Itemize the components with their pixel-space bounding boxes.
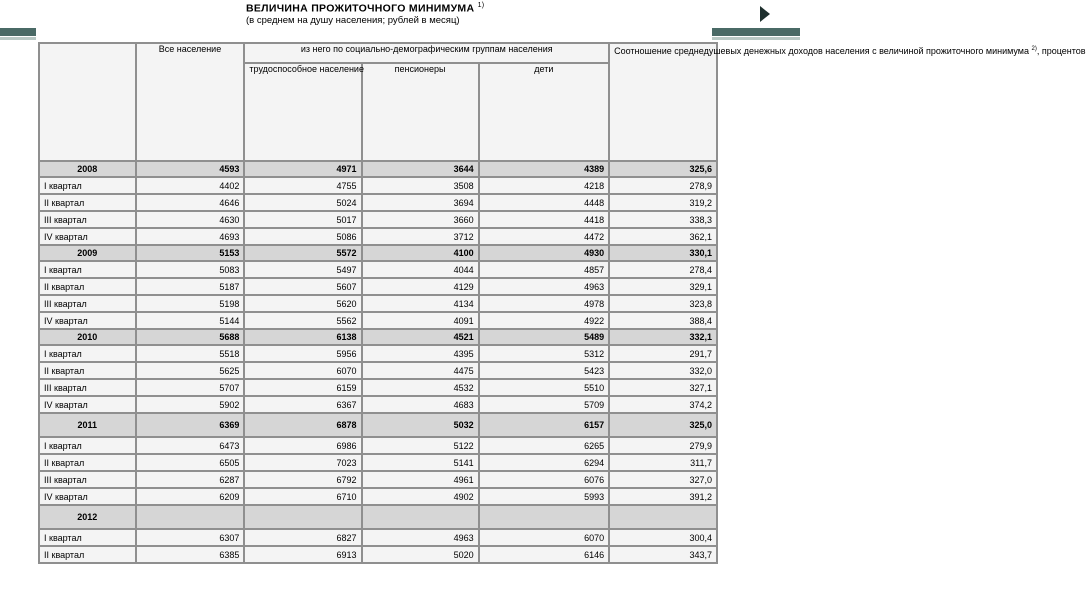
cell-working-age: 5607 (245, 279, 360, 294)
table-year-row (40, 414, 716, 436)
cell-income-ratio: 391,2 (610, 489, 716, 504)
cell-income-ratio: 329,1 (610, 279, 716, 294)
cell-income-ratio: 325,0 (610, 414, 716, 436)
row-label: 2012 (40, 506, 135, 528)
table-row (40, 313, 716, 328)
cell-all-population: 6473 (137, 438, 244, 453)
cell-children: 5312 (480, 346, 608, 361)
table-row (40, 397, 716, 412)
cell-children: 5993 (480, 489, 608, 504)
row-label: III квартал (40, 380, 135, 395)
cell-income-ratio: 332,1 (610, 330, 716, 344)
table-row (40, 455, 716, 470)
title-footnote-mark: 1) (477, 2, 485, 9)
cell-income-ratio: 388,4 (610, 313, 716, 328)
cell-working-age (245, 506, 360, 528)
cell-income-ratio: 278,9 (610, 178, 716, 193)
row-label: IV квартал (40, 313, 135, 328)
cell-working-age: 6367 (245, 397, 360, 412)
header-corner (40, 44, 135, 160)
cell-income-ratio: 362,1 (610, 229, 716, 244)
cell-all-population: 5153 (137, 246, 244, 260)
row-label: IV квартал (40, 397, 135, 412)
cell-working-age: 6827 (245, 530, 360, 545)
cell-all-population: 5707 (137, 380, 244, 395)
header-row-1 (40, 44, 716, 62)
cell-children: 6157 (480, 414, 608, 436)
cell-all-population: 6505 (137, 455, 244, 470)
cell-income-ratio: 338,3 (610, 212, 716, 227)
cell-pensioners: 4091 (363, 313, 478, 328)
cell-children: 6070 (480, 530, 608, 545)
cell-working-age: 6070 (245, 363, 360, 378)
cell-all-population: 5198 (137, 296, 244, 311)
table-row (40, 380, 716, 395)
cell-children: 6146 (480, 547, 608, 562)
row-label: IV квартал (40, 489, 135, 504)
cell-children: 5709 (480, 397, 608, 412)
cell-all-population: 5688 (137, 330, 244, 344)
cell-income-ratio: 327,1 (610, 380, 716, 395)
cell-income-ratio: 330,1 (610, 246, 716, 260)
cell-all-population: 6209 (137, 489, 244, 504)
cell-children: 4930 (480, 246, 608, 260)
cell-working-age: 6159 (245, 380, 360, 395)
cell-children: 5489 (480, 330, 608, 344)
cell-pensioners: 4902 (363, 489, 478, 504)
cell-children: 5423 (480, 363, 608, 378)
row-label: II квартал (40, 455, 135, 470)
cell-pensioners: 5032 (363, 414, 478, 436)
cell-all-population: 5518 (137, 346, 244, 361)
cell-working-age: 6913 (245, 547, 360, 562)
cell-working-age: 6710 (245, 489, 360, 504)
cell-income-ratio: 311,7 (610, 455, 716, 470)
table-row (40, 195, 716, 210)
cell-children: 4218 (480, 178, 608, 193)
subsistence-minimum-table (38, 42, 1086, 564)
cell-children: 4389 (480, 162, 608, 176)
cell-working-age: 5086 (245, 229, 360, 244)
table-year-row (40, 506, 716, 528)
cell-all-population: 4646 (137, 195, 244, 210)
row-label: IV квартал (40, 229, 135, 244)
cell-children: 6265 (480, 438, 608, 453)
cell-working-age: 4971 (245, 162, 360, 176)
header-children: дети (480, 64, 608, 160)
cell-children: 4963 (480, 279, 608, 294)
cell-pensioners: 3508 (363, 178, 478, 193)
cell-working-age: 5956 (245, 346, 360, 361)
table-row (40, 489, 716, 504)
cell-all-population: 5625 (137, 363, 244, 378)
row-label: III квартал (40, 472, 135, 487)
cell-all-population: 6369 (137, 414, 244, 436)
cell-pensioners: 4963 (363, 530, 478, 545)
row-label: II квартал (40, 279, 135, 294)
cell-all-population: 4593 (137, 162, 244, 176)
cell-income-ratio: 327,0 (610, 472, 716, 487)
cell-income-ratio: 325,6 (610, 162, 716, 176)
cell-pensioners: 4044 (363, 262, 478, 277)
header-groups: из него по социально-демографическим группам населения (245, 44, 608, 62)
cell-working-age: 5024 (245, 195, 360, 210)
cell-income-ratio: 319,2 (610, 195, 716, 210)
table-row (40, 212, 716, 227)
table-row (40, 229, 716, 244)
cell-income-ratio (610, 506, 716, 528)
cell-pensioners (363, 506, 478, 528)
cell-income-ratio: 323,8 (610, 296, 716, 311)
cell-pensioners: 4395 (363, 346, 478, 361)
cell-income-ratio: 279,9 (610, 438, 716, 453)
cell-working-age: 5572 (245, 246, 360, 260)
cell-income-ratio: 374,2 (610, 397, 716, 412)
header-pensioners: пенсионеры (363, 64, 478, 160)
cell-all-population: 5144 (137, 313, 244, 328)
cell-income-ratio: 291,7 (610, 346, 716, 361)
row-label: I квартал (40, 262, 135, 277)
cell-pensioners: 3644 (363, 162, 478, 176)
cell-all-population: 5902 (137, 397, 244, 412)
row-label: I квартал (40, 346, 135, 361)
cell-all-population: 6307 (137, 530, 244, 545)
table-row (40, 346, 716, 361)
table-row (40, 262, 716, 277)
header-income-ratio: Соотношение среднедушевых денежных доходов населения с величиной прожиточного минимума $^{2)}$, процентов (610, 44, 716, 160)
cell-pensioners: 3694 (363, 195, 478, 210)
page-title: ВЕЛИЧИНА ПРОЖИТОЧНОГО МИНИМУМА $^{1)}$ (246, 2, 485, 15)
cell-pensioners: 5122 (363, 438, 478, 453)
cell-working-age: 7023 (245, 455, 360, 470)
table-row (40, 472, 716, 487)
page-subtitle: (в среднем на душу населения; рублей в месяц) (246, 15, 460, 26)
row-label: I квартал (40, 178, 135, 193)
cell-working-age: 6792 (245, 472, 360, 487)
row-label: 2009 (40, 246, 135, 260)
row-label: II квартал (40, 547, 135, 562)
row-label: 2011 (40, 414, 135, 436)
table-row (40, 279, 716, 294)
cell-working-age: 4755 (245, 178, 360, 193)
header-all-population: Все население (137, 44, 244, 160)
cell-working-age: 6878 (245, 414, 360, 436)
cell-children: 4922 (480, 313, 608, 328)
row-label: 2008 (40, 162, 135, 176)
cell-pensioners: 3660 (363, 212, 478, 227)
cell-children (480, 506, 608, 528)
cell-all-population: 5187 (137, 279, 244, 294)
cell-pensioners: 4961 (363, 472, 478, 487)
cell-pensioners: 3712 (363, 229, 478, 244)
cell-working-age: 5620 (245, 296, 360, 311)
cell-pensioners: 4129 (363, 279, 478, 294)
row-label: II квартал (40, 195, 135, 210)
cell-all-population: 5083 (137, 262, 244, 277)
table-year-row (40, 246, 716, 260)
cell-working-age: 5497 (245, 262, 360, 277)
cell-all-population: 6287 (137, 472, 244, 487)
table-year-row (40, 162, 716, 176)
cell-all-population: 6385 (137, 547, 244, 562)
table-row (40, 178, 716, 193)
cell-income-ratio: 332,0 (610, 363, 716, 378)
cell-working-age: 5017 (245, 212, 360, 227)
table-row (40, 530, 716, 545)
row-label: I квартал (40, 438, 135, 453)
row-label: 2010 (40, 330, 135, 344)
cell-pensioners: 5020 (363, 547, 478, 562)
header-working-age: трудоспособное население (245, 64, 360, 160)
cell-pensioners: 4521 (363, 330, 478, 344)
slide-corner-arrow-icon (760, 6, 770, 22)
cell-income-ratio: 343,7 (610, 547, 716, 562)
cell-pensioners: 4134 (363, 296, 478, 311)
table-year-row (40, 330, 716, 344)
table-row (40, 547, 716, 562)
cell-working-age: 6986 (245, 438, 360, 453)
cell-pensioners: 4683 (363, 397, 478, 412)
cell-pensioners: 4532 (363, 380, 478, 395)
row-label: II квартал (40, 363, 135, 378)
cell-income-ratio: 300,4 (610, 530, 716, 545)
cell-all-population: 4402 (137, 178, 244, 193)
cell-children: 4472 (480, 229, 608, 244)
row-label: III квартал (40, 296, 135, 311)
cell-pensioners: 4475 (363, 363, 478, 378)
ratio-footnote-mark: 2) (1031, 46, 1037, 52)
cell-children: 4448 (480, 195, 608, 210)
cell-children: 6076 (480, 472, 608, 487)
cell-all-population (137, 506, 244, 528)
cell-children: 6294 (480, 455, 608, 470)
cell-income-ratio: 278,4 (610, 262, 716, 277)
table-row (40, 296, 716, 311)
cell-children: 4857 (480, 262, 608, 277)
table-row (40, 363, 716, 378)
cell-all-population: 4693 (137, 229, 244, 244)
row-label: I квартал (40, 530, 135, 545)
cell-children: 4978 (480, 296, 608, 311)
cell-working-age: 6138 (245, 330, 360, 344)
cell-children: 5510 (480, 380, 608, 395)
cell-children: 4418 (480, 212, 608, 227)
cell-all-population: 4630 (137, 212, 244, 227)
cell-working-age: 5562 (245, 313, 360, 328)
table-row (40, 438, 716, 453)
cell-pensioners: 4100 (363, 246, 478, 260)
row-label: III квартал (40, 212, 135, 227)
cell-pensioners: 5141 (363, 455, 478, 470)
